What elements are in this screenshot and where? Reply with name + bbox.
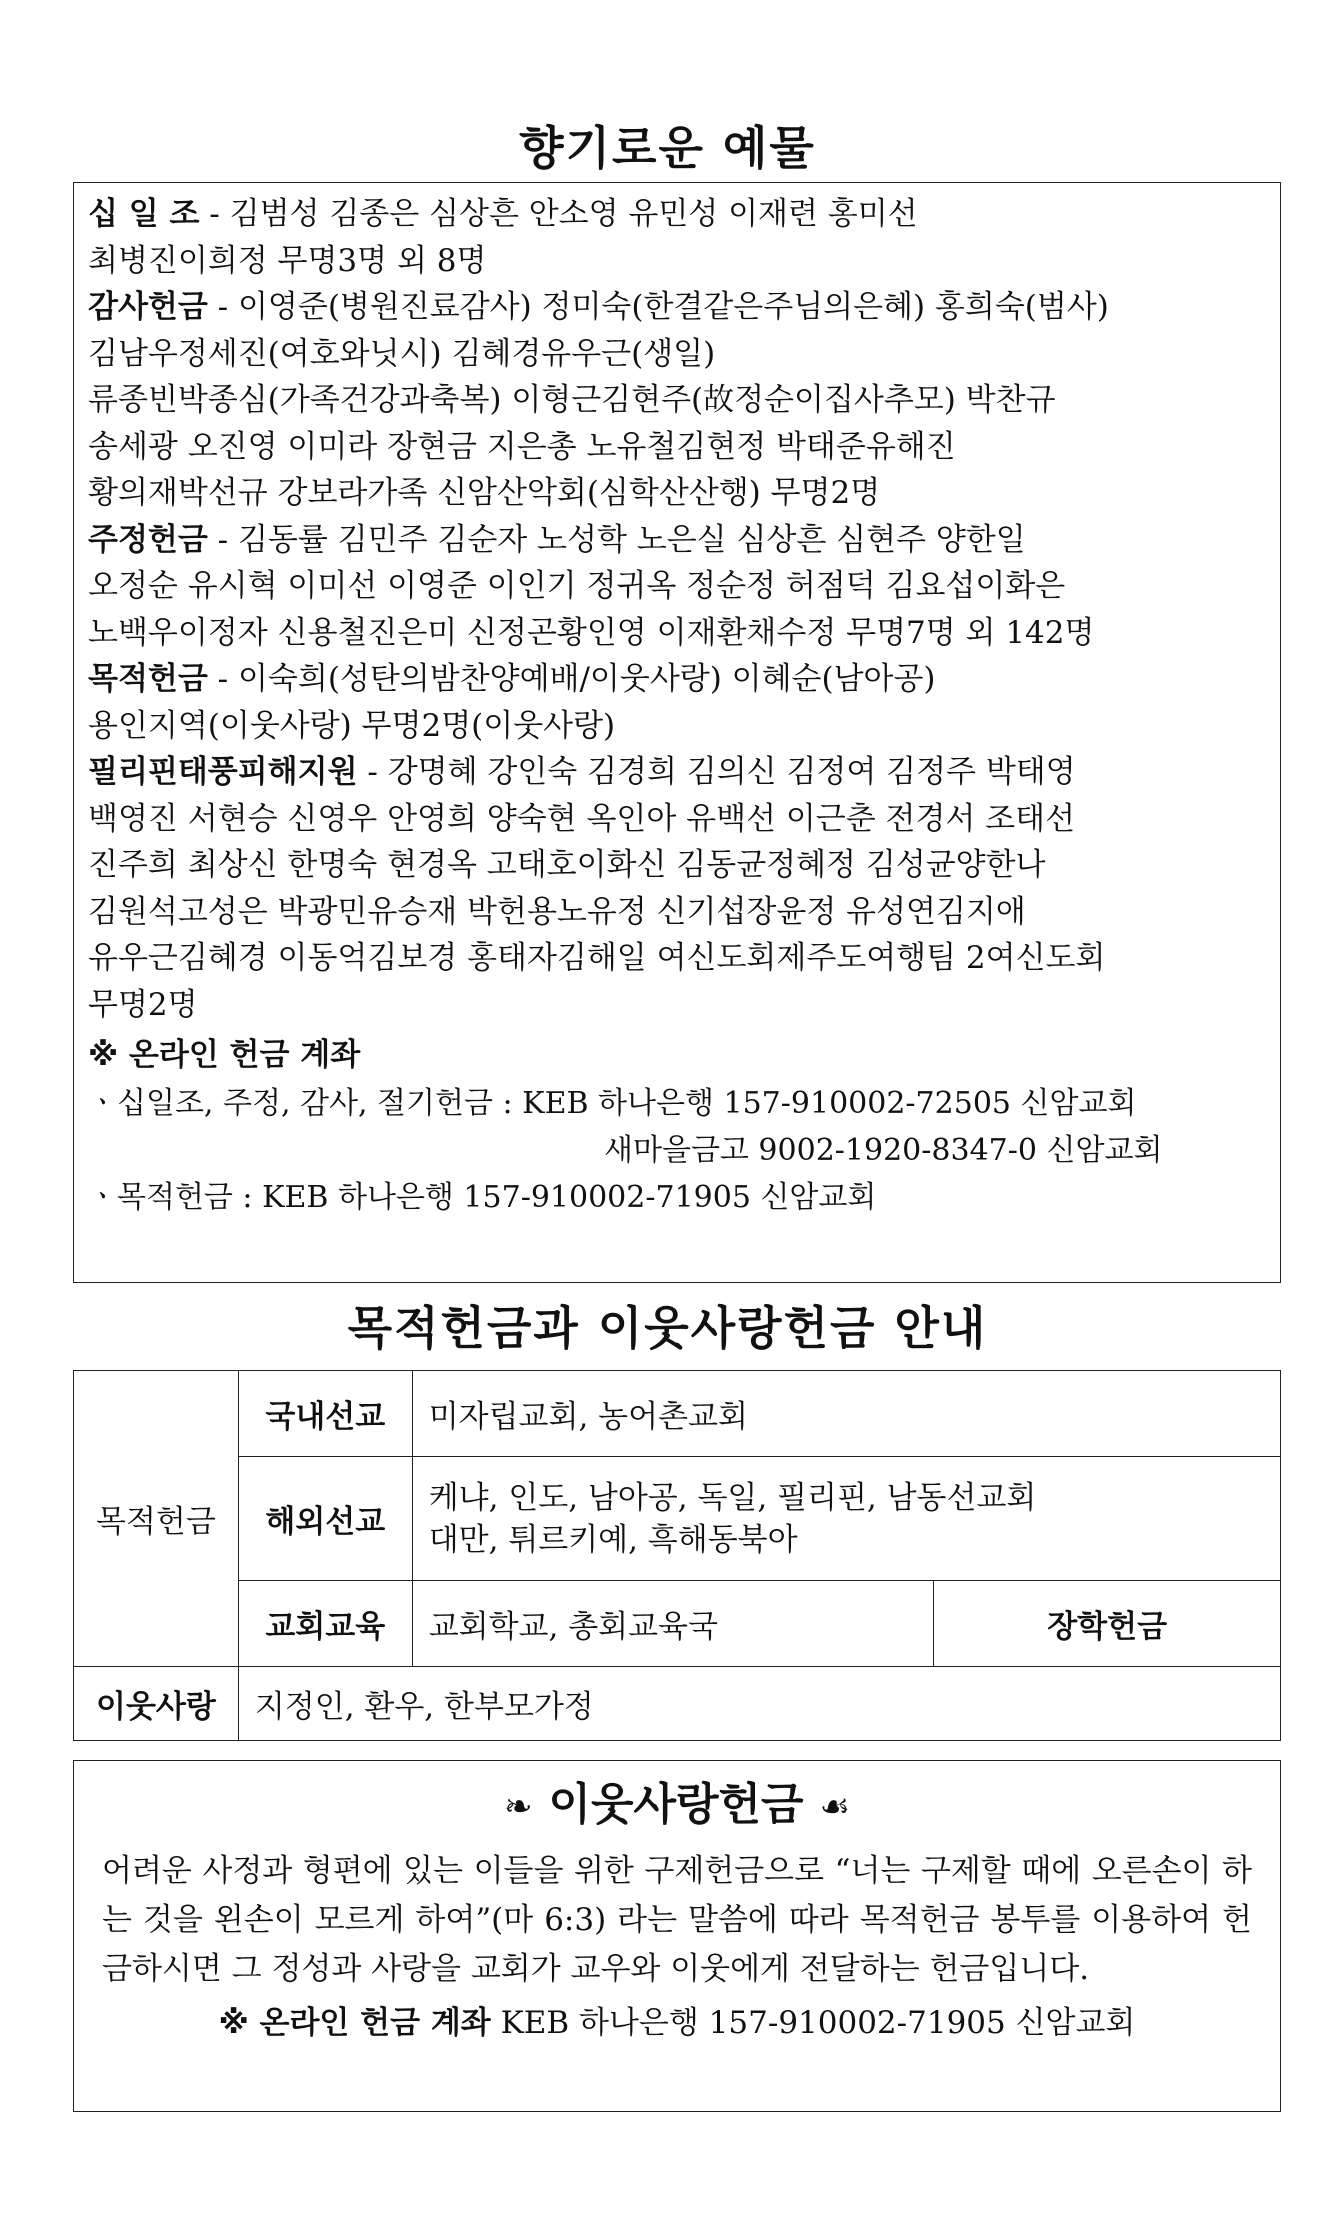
table-row bbox=[74, 1667, 1281, 1741]
neighbor-love-account bbox=[74, 1998, 1280, 2048]
offering-names: 이숙희(성탄의밤찬양예배/이웃사랑) 이혜순(남아공) bbox=[237, 661, 936, 697]
offering-label: 감사헌금 bbox=[88, 289, 208, 325]
overseas-mission-label: 해외선교 bbox=[238, 1457, 412, 1581]
table-row bbox=[74, 1581, 1281, 1667]
scholarship-label: 장학헌금 bbox=[934, 1581, 1281, 1667]
offering-names: 오정순 유시혁 이미선 이영준 이인기 정귀옥 정순정 허점덕 김요섭이화은 bbox=[88, 568, 1066, 604]
domestic-mission-value: 미자립교회, 농어촌교회 bbox=[412, 1371, 1280, 1457]
offering-names: 송세광 오진영 이미라 장현금 지은총 노유철김현정 박태준유해진 bbox=[88, 428, 956, 465]
online-account-line: ㆍ목적헌금 : KEB 하나은행 157-910002-71905 신암교회 bbox=[88, 1180, 877, 1215]
online-account-label: ※ 온라인 헌금 계좌 bbox=[218, 2005, 491, 2041]
table-row bbox=[74, 1371, 1281, 1457]
offering-names: 김남우정세진(여호와닛시) 김혜경유우근(생일) bbox=[88, 335, 716, 372]
neighbor-love-label: 이웃사랑 bbox=[74, 1667, 239, 1741]
neighbor-love-value: 지정인, 환우, 한부모가정 bbox=[238, 1667, 1280, 1741]
offering-names: 류종빈박종심(가족건강과축복) 이형근김현주(故정순이집사추모) 박찬규 bbox=[88, 382, 1056, 418]
offering-names: 진주희 최상신 한명숙 현경옥 고태호이화신 김동균정혜정 김성균양한나 bbox=[88, 847, 1046, 883]
offering-thanks: 감사헌금 - 이영준(병원진료감사) 정미숙(한결같은주님의은혜) 홍희숙(범사) 김남우정세진(여호와닛시) 김혜경유우근(생일) 류종빈박종심(가족건강과축복) 이형근김현주(故정순이집사추모) 박찬규 송세광 오진영 이미라 장현금 지은총 노유철김현정 박태준유해진 황의재박선규 강보라가족 신암산악회(심학산산행) 무명2명 bbox=[88, 289, 1109, 511]
online-account-line: ㆍ십일조, 주정, 감사, 절기헌금 : KEB 하나은행 157-910002-72505 신암교회 bbox=[88, 1086, 1137, 1121]
offering-label: 십 일 조 bbox=[88, 196, 200, 232]
domestic-mission-label: 국내선교 bbox=[238, 1371, 412, 1457]
purpose-offering-cell: 목적헌금 bbox=[74, 1371, 239, 1667]
offering-names: 김원석고성은 박광민유승재 박헌용노유정 신기섭장윤정 유성연김지애 bbox=[88, 893, 1026, 930]
offering-names: 이영준(병원진료감사) 정미숙(한결같은주님의은혜) 홍희숙(범사) bbox=[237, 289, 1109, 325]
offering-guide-table bbox=[73, 1370, 1281, 1741]
offering-weekly: 주정헌금 - 김동률 김민주 김순자 노성학 노은실 심상흔 심현주 양한일 오정순 유시혁 이미선 이영준 이인기 정귀옥 정순정 허점덕 김요섭이화은 노백우이정자 신용철진은미 신정곤황인영 이재환채수정 무명7명 외 142명 bbox=[88, 521, 1095, 651]
offering-typhoon-relief: 필리핀태풍피해지원 - 강명혜 강인숙 김경희 김의신 김정여 김정주 박태영 백영진 서현승 신영우 안영희 양숙현 옥인아 유백선 이근춘 전경서 조태선 진주희 최상신 한명숙 현경옥 고태호이화신 김동균정혜정 김성균양한나 김원석고성은 박광민유승재 박헌용노유정 신기섭장윤정 유성연김지애 유우근김혜경 이동억김보경 홍태자김해일 여신도회제주도여행팀 2여신도회 무명2명 bbox=[88, 754, 1106, 1023]
overseas-mission-line: 케냐, 인도, 남아공, 독일, 필리핀, 남동선교회 bbox=[428, 1479, 1037, 1516]
table-row bbox=[74, 1457, 1281, 1581]
online-account-title: ※ 온라인 헌금 계좌 bbox=[88, 1037, 361, 1073]
offering-names: 노백우이정자 신용철진은미 신정곤황인영 이재환채수정 무명7명 외 142명 bbox=[88, 614, 1095, 651]
online-account-line: 새마을금고 9002-1920-8347-0 신암교회 bbox=[604, 1133, 1163, 1168]
overseas-mission-line: 대만, 튀르키예, 흑해동북아 bbox=[428, 1521, 798, 1558]
offering-names: 김범성 김종은 심상흔 안소영 유민성 이재련 홍미선 bbox=[229, 196, 918, 232]
neighbor-love-description: 어려운 사정과 형편에 있는 이들을 위한 구제헌금으로 “너는 구제할 때에 오른손이 하는 것을 왼손이 모르게 하여”(마 6:3) 라는 말씀에 따라 목적헌금 봉투를 이용하여 헌금하시면 그 정성과 사랑을 교회가 교우와 이웃에게 전달하는 헌금입니다. bbox=[102, 1853, 1252, 1987]
offering-names: 용인지역(이웃사랑) 무명2명(이웃사랑) bbox=[88, 707, 616, 744]
education-value: 교회학교, 총회교육국 bbox=[412, 1581, 934, 1667]
flourish-right-icon: ☙ bbox=[819, 1787, 850, 1827]
offering-tithe: 십 일 조 - 김범성 김종은 심상흔 안소영 유민성 이재련 홍미선 최병진이희정 무명3명 외 8명 bbox=[88, 196, 918, 279]
offering-names: 무명2명 bbox=[88, 986, 198, 1023]
education-label: 교회교육 bbox=[238, 1581, 412, 1667]
neighbor-love-title: 이웃사랑헌금 bbox=[548, 1779, 804, 1830]
offering-names: 김동률 김민주 김순자 노성학 노은실 심상흔 심현주 양한일 bbox=[237, 521, 1026, 558]
offering-names: 백영진 서현승 신영우 안영희 양숙현 옥인아 유백선 이근춘 전경서 조태선 bbox=[88, 800, 1076, 837]
offering-names: 유우근김혜경 이동억김보경 홍태자김해일 여신도회제주도여행팀 2여신도회 bbox=[88, 940, 1106, 976]
neighbor-love-title-row bbox=[74, 1775, 1280, 1837]
online-account-number: KEB 하나은행 157-910002-71905 신암교회 bbox=[500, 2005, 1136, 2041]
offering-names: 강명혜 강인숙 김경희 김의신 김정여 김정주 박태영 bbox=[387, 754, 1076, 790]
offering-purpose: 목적헌금 - 이숙희(성탄의밤찬양예배/이웃사랑) 이혜순(남아공) 용인지역(이웃사랑) 무명2명(이웃사랑) bbox=[88, 661, 936, 744]
flourish-left-icon: ❧ bbox=[503, 1787, 533, 1827]
guide-title: 목적헌금과 이웃사랑헌금 안내 bbox=[347, 1301, 988, 1355]
offering-label: 목적헌금 bbox=[88, 661, 208, 697]
neighbor-love-box bbox=[73, 1760, 1281, 2112]
offering-list-box bbox=[73, 182, 1281, 1283]
offering-label: 필리핀태풍피해지원 bbox=[88, 754, 358, 790]
offering-names: 황의재박선규 강보라가족 신암산악회(심학산산행) 무명2명 bbox=[88, 475, 881, 511]
offering-title: 향기로운 예물 bbox=[519, 121, 816, 175]
overseas-mission-value bbox=[412, 1457, 1280, 1581]
offering-label: 주정헌금 bbox=[88, 521, 208, 558]
offering-names: 최병진이희정 무명3명 외 8명 bbox=[88, 242, 487, 279]
